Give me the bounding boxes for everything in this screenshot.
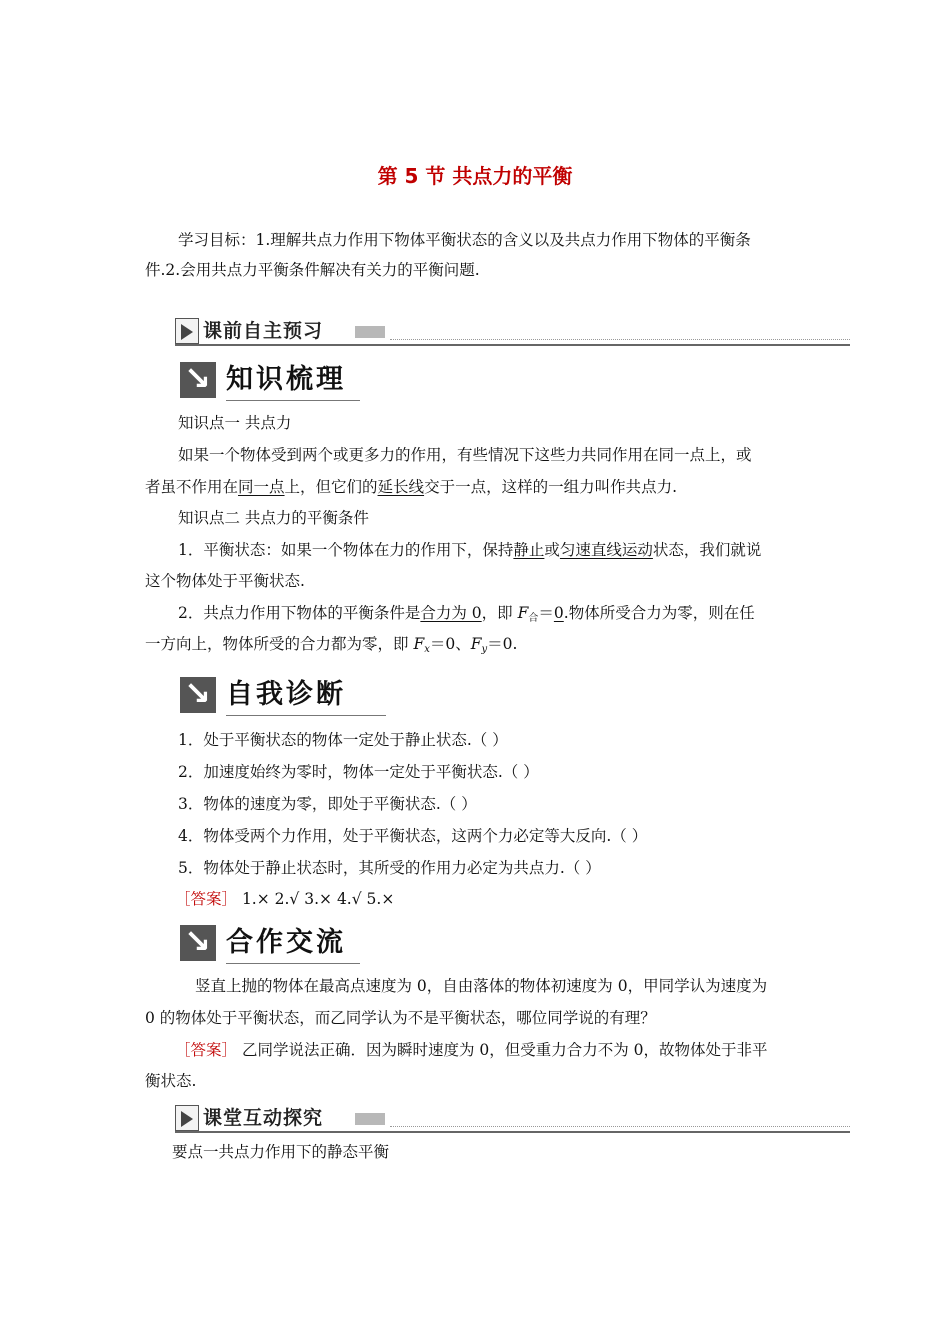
- text-run: ＝0.: [487, 635, 518, 653]
- banner-rule: [175, 344, 850, 346]
- subheading-underline: [226, 715, 386, 716]
- knowledge-item-1-cont: 这个物体处于平衡状态.: [145, 572, 305, 590]
- subheading-cooperation: [180, 922, 380, 965]
- diagnosis-item: 4．物体受两个力作用，处于平衡状态，这两个力必定等大反向.（ ）: [178, 827, 648, 845]
- section-banner-label: 课前自主预习: [203, 320, 324, 342]
- section-banner-classroom: [175, 1104, 850, 1134]
- section-banner-preview: [175, 317, 850, 347]
- answer-tag: ［答案］: [175, 1041, 238, 1059]
- section-banner-label: 课堂互动探究: [203, 1107, 324, 1129]
- text-run: ，即: [481, 604, 518, 622]
- subheading-label: 自我诊断: [226, 679, 346, 710]
- text-run: 状态，我们就说: [652, 541, 762, 559]
- subheading-label: 合作交流: [226, 927, 346, 958]
- text-run: 或: [544, 541, 560, 559]
- knowledge-item-2: [178, 603, 755, 629]
- banner-rule: [175, 1131, 850, 1133]
- text-run: 2．共点力作用下物体的平衡条件是: [178, 604, 421, 622]
- diagnosis-item: 1．处于平衡状态的物体一定处于静止状态.（ ）: [178, 731, 508, 749]
- answer-text: 1.× 2.√ 3.× 4.√ 5.×: [237, 890, 395, 908]
- subheading-label: 知识梳理: [226, 364, 346, 395]
- knowledge-point-1-text: 如果一个物体受到两个或更多力的作用，有些情况下这些力共同作用在同一点上，或: [178, 446, 752, 464]
- answer-tag: ［答案］: [175, 890, 238, 908]
- objectives-line-1: 学习目标：1.理解共点力作用下物体平衡状态的含义以及共点力作用下物体的平衡条: [178, 231, 751, 249]
- force-symbol: F: [517, 604, 529, 622]
- arrow-down-right-icon: ↘: [180, 677, 216, 713]
- knowledge-item-2-cont: [145, 634, 517, 660]
- banner-bar: [355, 1113, 385, 1125]
- arrow-down-right-icon: ↘: [180, 362, 216, 398]
- text-run: ＝: [538, 604, 554, 622]
- cooperation-answer: [175, 1040, 768, 1060]
- answer-blank: 同一点: [238, 478, 285, 496]
- text-run: 交于一点，这样的一组力叫作共点力.: [424, 478, 677, 496]
- cooperation-answer-cont: 衡状态.: [145, 1072, 197, 1090]
- text-run: ＝0、: [429, 635, 471, 653]
- knowledge-point-2-title: 知识点二 共点力的平衡条件: [178, 509, 369, 527]
- subscript: 合: [528, 613, 539, 624]
- arrow-play-icon: [175, 318, 199, 344]
- diagnosis-item: 3．物体的速度为零，即处于平衡状态.（ ）: [178, 795, 477, 813]
- page-title: 第 5 节 共点力的平衡: [377, 164, 573, 188]
- force-symbol: F: [470, 635, 482, 653]
- banner-bar: [355, 326, 385, 338]
- banner-dotted-rule: [390, 339, 850, 340]
- answer-blank: 延长线: [377, 478, 425, 496]
- cooperation-question-line-2: 0 的物体处于平衡状态，而乙同学认为不是平衡状态，哪位同学说的有理？: [145, 1009, 656, 1027]
- answer-blank: 静止: [513, 541, 545, 559]
- subscript: x: [424, 644, 430, 655]
- arrow-down-right-icon: ↘: [180, 925, 216, 961]
- objectives-line-2: 件.2.会用共点力平衡条件解决有关力的平衡问题.: [145, 261, 480, 279]
- subheading-knowledge: [180, 359, 380, 402]
- text-run: 者虽不作用在: [145, 478, 239, 496]
- text-run: .物体所受合力为零，则在任: [563, 604, 755, 622]
- knowledge-point-1-title: 知识点一 共点力: [178, 414, 292, 432]
- answer-blank: 合力为 0: [420, 604, 482, 622]
- text-run: 上，但它们的: [284, 478, 378, 496]
- diagnosis-item: 2．加速度始终为零时，物体一定处于平衡状态.（ ）: [178, 763, 539, 781]
- answer-blank: 匀速直线运动: [559, 541, 653, 559]
- diagnosis-answer: [175, 889, 394, 909]
- arrow-play-icon: [175, 1105, 199, 1131]
- force-symbol: F: [413, 635, 425, 653]
- diagnosis-item: 5．物体处于静止状态时，其所受的作用力必定为共点力.（ ）: [178, 859, 601, 877]
- answer-text: 乙同学说法正确．因为瞬时速度为 0，但受重力合力不为 0，故物体处于非平: [237, 1041, 768, 1059]
- answer-blank: 0: [553, 604, 564, 622]
- subheading-underline: [226, 400, 360, 401]
- knowledge-item-1: [178, 540, 761, 560]
- knowledge-point-1-text-cont: [145, 477, 677, 497]
- banner-dotted-rule: [390, 1126, 850, 1127]
- text-run: 一方向上，物体所受的合力都为零，即: [145, 635, 414, 653]
- subheading-diagnosis: [180, 674, 400, 717]
- key-point-heading: 要点一共点力作用下的静态平衡: [172, 1143, 390, 1161]
- subscript: y: [481, 644, 488, 655]
- subheading-underline: [226, 963, 360, 964]
- cooperation-question-line-1: 竖直上抛的物体在最高点速度为 0，自由落体的物体初速度为 0，甲同学认为速度为: [195, 977, 768, 995]
- text-run: 1．平衡状态：如果一个物体在力的作用下，保持: [178, 541, 514, 559]
